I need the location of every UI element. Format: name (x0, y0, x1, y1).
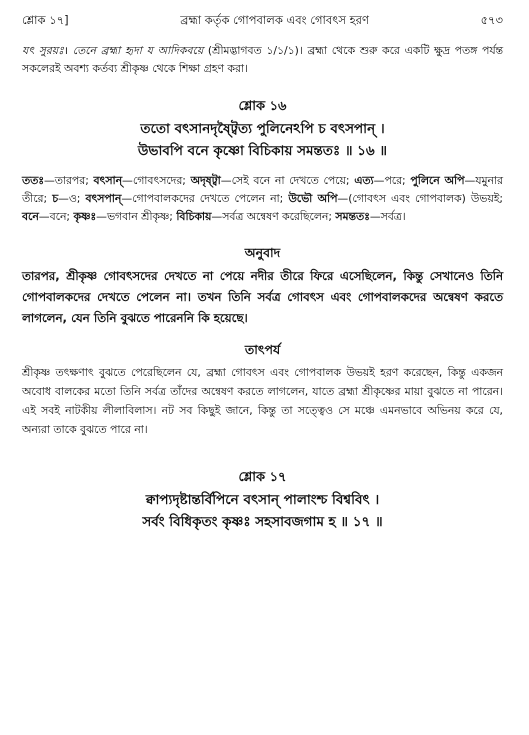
scripture-reference: (শ্রীমদ্ভাগবত ১/১/১)। (203, 44, 308, 57)
verse-16-heading: শ্লোক ১৬ (238, 99, 287, 114)
synonym-meaning: —সেই বনে না দেখতে পেয়ে; (220, 174, 355, 187)
synonym-meaning: —ও; (58, 192, 86, 205)
page-body (22, 42, 503, 533)
intro-paragraph (22, 42, 503, 78)
verse-17-heading: শ্লোক ১৭ (238, 470, 287, 485)
running-head (22, 12, 503, 31)
translation-heading: অনুবাদ (244, 245, 281, 260)
purport-text: শ্রীকৃষ্ণ তৎক্ষণাৎ বুঝতে পেরেছিলেন যে, ব্রহ্মা গোবৎস এবং গোপবালক উভয়ই হরণ করেছেন, কিন্তু একজন অবোধ বালকের মতো তিনি সর্বত্র তাঁদের অন্বেষণ করতে লাগলেন, যাতে ব্রহ্মা শ্রীকৃষ্ণের মায়া বুঝতে না পারেন। এই সবই নাটকীয় লীলাবিলাস। নট সব কিছুই জানে, কিন্তু তা সত্ত্বেও সে মঞ্চে এমনভাবে অভিনয় করে যে, অন্যরা তাকে বুঝতে পারে না। (22, 366, 503, 436)
synonym-word: অদৃষ্ট্বা (190, 174, 221, 187)
synonym-meaning: —সর্বত্র। (369, 210, 406, 223)
synonym-meaning: —বনে; (38, 210, 74, 223)
sanskrit-quote: যৎ সুরয়ঃ (22, 44, 64, 57)
synonym-meaning: —গোপবালকদের দেখতে পেলেন না; (121, 192, 289, 205)
verse-17-line-2: সর্বং বিধিকৃতং কৃষ্ণঃ সহসাবজগাম হ ॥ ১৭ ॥ (142, 514, 383, 530)
chapter-verse-ref: শ্লোক ১৭] (22, 13, 69, 27)
synonyms-16 (22, 172, 503, 226)
synonym-meaning: —ভগবান শ্রীকৃষ্ণ; (96, 210, 177, 223)
purport-heading: তাৎপর্য (244, 342, 281, 357)
synonym-word: বিচিকায় (176, 210, 212, 223)
synonym-meaning: —পরে; (373, 174, 411, 187)
synonym-word: বৎসান্ (93, 174, 123, 187)
synonym-word: পুলিনে অপি (410, 174, 465, 187)
synonym-word: বনে (22, 210, 39, 223)
synonym-meaning: —তারপর; (43, 174, 94, 187)
verse-16-line-1: ততো বৎসানদৃষ্ট্বৈত্য পুলিনেঽপি চ বৎসপান্ । (140, 121, 385, 137)
synonym-word: চ (52, 192, 59, 205)
running-title: ব্রহ্মা কর্তৃক গোপবালক এবং গোবৎস হরণ (180, 13, 369, 27)
page-number: ৫৭৩ (480, 13, 503, 27)
synonym-meaning: —(গোবৎস এবং গোপবালক) উভয়ই; (337, 192, 503, 205)
verse-17-line-1: ক্বাপ্যদৃষ্টান্তর্বিপিনে বৎসান্ পালাংশ্চ বিশ্ববিৎ । (145, 492, 380, 508)
verse-16-line-2: উভাবপি বনে কৃষ্ণো বিচিকায় সমন্ততঃ ॥ ১৬ ॥ (137, 143, 388, 159)
synonym-word: কৃষ্ণঃ (73, 210, 97, 223)
separator: । (63, 44, 73, 57)
synonym-word: বৎসপান্ (85, 192, 122, 205)
synonym-word: সমন্ততঃ (335, 210, 370, 223)
synonym-word: এত্য (354, 174, 374, 187)
synonym-meaning: —যমুনার তীরে; (22, 174, 503, 205)
synonym-word: ততঃ (22, 174, 44, 187)
synonym-meaning: —গোবৎসদের; (122, 174, 191, 187)
intro-text: ব্রহ্মা থেকে শুরু করে একটি ক্ষুদ্র পতঙ্গ পর্যন্ত সকলেরই অবশ্য কর্তব্য শ্রীকৃষ্ণ থেকে শিক্ষা গ্রহণ করা। (22, 44, 503, 75)
synonym-meaning: —সর্বত্র অন্বেষণ করেছিলেন; (211, 210, 336, 223)
translation-text: তারপর, শ্রীকৃষ্ণ গোবৎসদের দেখতে না পেয়ে নদীর তীরে ফিরে এসেছিলেন, কিন্তু সেখানেও তিনি গোপবালকদের দেখতে পেলেন না। তখন তিনি সর্বত্র গোবৎস এবং গোপবালকদের অন্বেষণ করতে লাগলেন, যেন তিনি বুঝতে পারেননি কি হয়েছে। (22, 269, 503, 325)
synonym-word: উভৌ অপি (288, 192, 338, 205)
sanskrit-quote: তেনে ব্রহ্মা হৃদা য আদিকবয়ে (72, 44, 204, 57)
